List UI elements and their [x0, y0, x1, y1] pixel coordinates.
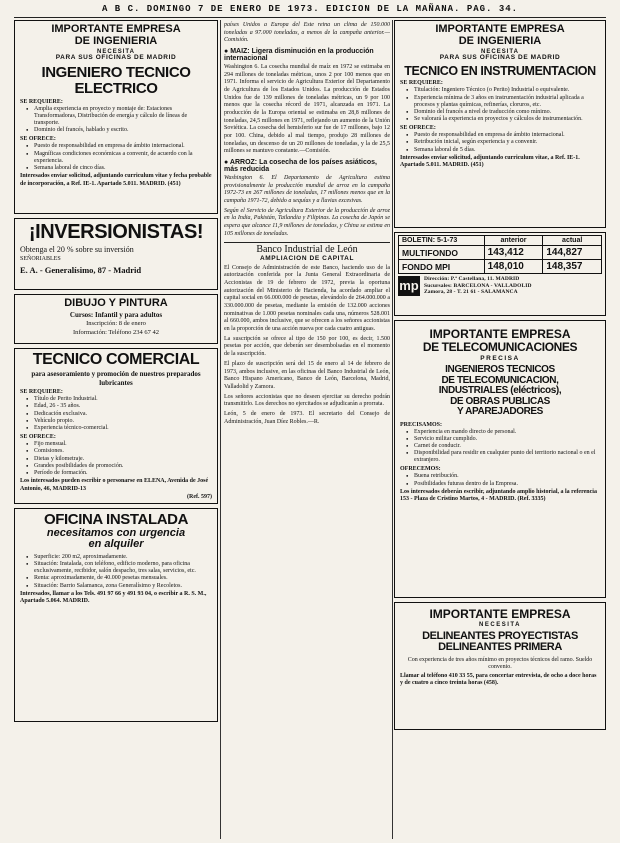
article-headline-maiz: ● MAIZ: Ligera disminución en la producción internacional [224, 48, 374, 63]
address-line: Sucursales: BARCELONA - VALLADOLID [424, 282, 532, 289]
list-item: ● Titulación: Ingeniero Técnico (o Perito) Industrial o equivalente. [408, 87, 600, 94]
left-column [14, 20, 218, 841]
fund-value-now: 144,827 [543, 246, 602, 260]
ad-title: IMPORTANTE EMPRESA [429, 607, 571, 621]
article-headline-arroz: ● ARROZ: La cosecha de los países asiáticos, más reducida [224, 159, 377, 174]
list-item: ● Posibilidades futuras dentro de la Empresa. [408, 481, 600, 488]
article-continuation: países Unidos a Europa del Este reina un clima de 150.000 toneladas a 97.000 toneladas, a menos de la campaña anterior.—Comisión. [224, 22, 390, 44]
fund-value-prev: 143,412 [484, 246, 543, 260]
list-item: ● Puesto de responsabilidad en empresa de ámbito internacional. [408, 132, 600, 139]
ad-line: Información: Teléfono 234 67 42 [72, 329, 160, 337]
requirements-list [408, 429, 600, 465]
ad-footer: Llamar al teléfono 410 33 55, para concertar entrevista, de ocho a doce horas y de cuatro a cinco treinta horas (458). [400, 672, 597, 687]
ad-body: Con experiencia de tres años mínimo en proyectos técnicos del ramo. Sueldo convenio. [407, 656, 593, 671]
ad-line: E. A. - Generalísimo, 87 - Madrid [20, 264, 142, 275]
fund-value-now: 148,357 [543, 260, 602, 274]
column-divider-left [220, 20, 221, 839]
ad-role: ELECTRICO [74, 79, 158, 97]
offers-list [28, 441, 212, 477]
ad-title: DE INGENIERIA [74, 34, 158, 47]
office-features-list [28, 554, 212, 590]
ad-title: TECNICO COMERCIAL [32, 351, 200, 368]
list-item: ● Semana laboral de 5 días. [408, 147, 600, 154]
address-line: Dirección: P.ª Castellana, 11. MADRID [424, 276, 520, 283]
ad-line: SEÑORIABLES [20, 256, 61, 262]
ad-subtitle: necesitamos con urgencia [46, 526, 186, 539]
ad-inversionistas [14, 218, 218, 290]
ad-footer: Los interesados deberán escribir, adjuntando amplio historial, a la referencia 153 - Plaza de Cristino Martos, 4 - MADRID. (Ref. 3335) [400, 488, 597, 503]
ad-oficina-instalada [14, 508, 218, 722]
list-item: ● Dominio del francés a nivel de traducción como mínimo. [408, 109, 600, 116]
fund-col-now: actual [543, 236, 602, 246]
ad-necesita: NECESITA [479, 621, 521, 628]
ad-role: DELINEANTES PROYECTISTAS [422, 629, 578, 642]
list-item: ● Superficie: 200 m2, aproximadamente. [28, 554, 212, 561]
list-item: ● Experiencia en mando directo de personal. [408, 429, 600, 436]
offers-label: SE OFRECE: [20, 136, 56, 143]
ad-tecnico-instrumentacion [394, 20, 606, 228]
ad-role: DELINEANTES PRIMERA [438, 641, 562, 654]
ad-title: DE TELECOMUNICACIONES [422, 339, 578, 354]
header-rule [14, 17, 606, 18]
ad-footer: Interesados, llamar a los Tels. 491 97 66 y 491 93 04, o escribir a R. S. M., Apartado 5.064. MADRID. [20, 590, 207, 605]
list-item: ● Puesto de responsabilidad en empresa de ámbito internacional. [28, 143, 212, 150]
requirements-list [28, 396, 212, 432]
ad-para: PARA SUS OFICINAS DE MADRID [55, 54, 177, 62]
column-divider-right [392, 20, 393, 839]
ad-title: IMPORTANTE EMPRESA [429, 327, 571, 341]
ad-footer: Los interesados pueden escribir o personarse en ELENA, Avenida de José Antonio, 46, MADRID-13 [20, 478, 209, 492]
list-item: ● Dominio del francés, hablado y escrito. [28, 127, 212, 134]
ad-role: DE TELECOMUNICACION, [441, 374, 559, 386]
list-item: ● Situación: Barrio Salamanca, zona Generalísimo y Recoletos. [28, 583, 212, 590]
article-signature: León, 5 de enero de 1973. El secretario del Consejo de Administración, Juan Díez Robles.—R. [224, 410, 390, 425]
list-item: ● Fijo mensual. [28, 441, 212, 448]
ad-title: ¡INVERSIONISTAS! [28, 221, 204, 243]
requirements-label: SE REQUIERE: [20, 389, 63, 396]
offers-label: SE OFRECE: [20, 434, 56, 441]
article-paragraph: La suscripción se ofrece al tipo de 150 por 100, es decir, 1.500 pesetas por acción, que deberán ser desembolsadas en el momento de la suscripción. [224, 335, 390, 358]
fund-date: BOLETIN: 5-1-73 [399, 236, 485, 246]
list-item: ● Edad, 26 - 35 años. [28, 403, 212, 410]
divider [224, 242, 390, 243]
list-item: ● Renta: aproximadamente, de 40.000 pesetas mensuales. [28, 575, 212, 582]
offers-list [408, 473, 600, 487]
ad-footer: Interesados enviar solicitud, adjuntando curriculum vitae y fecha probable de incorporación, a Ref. IE-1. Apartado 5.011. MADRID. (451) [20, 173, 212, 187]
offers-label: OFRECEMOS: [400, 466, 441, 473]
fund-name: FONDO MPI [399, 260, 485, 274]
ad-line: Obtenga el 20 % sobre su inversión [20, 245, 134, 254]
ad-footer: Interesados enviar solicitud, adjuntando curriculum vitae, a Ref. IE-1. Apartado 5.011. MADRID. (451) [400, 154, 580, 169]
ad-role: TECNICO EN INSTRUMENTACION [404, 64, 596, 79]
list-item: ● Servicio militar cumplido. [408, 436, 600, 443]
headline-text: ARROZ: La cosecha de los países asiáticos, más reducida [224, 159, 377, 174]
list-item: ● Comisiones. [28, 448, 212, 455]
ad-role: INGENIERO TECNICO [41, 64, 191, 82]
list-item: ● Vehículo propio. [28, 418, 212, 425]
ad-role: DE OBRAS PUBLICAS [450, 395, 550, 407]
ad-line: Inscripción: 8 de enero [86, 320, 146, 328]
requirements-list [408, 87, 600, 123]
offers-list [28, 143, 212, 172]
ad-role: INGENIEROS TECNICOS [445, 364, 555, 375]
list-item: ● Retribución inicial, según experiencia y a convenir. [408, 139, 600, 146]
list-item: ● Disponibilidad para residir en cualquier punto del territorio nacional o en el extranjero. [408, 450, 600, 464]
ad-title: IMPORTANTE EMPRESA [51, 23, 181, 35]
ad-ingeniero-electrico [14, 20, 218, 214]
list-item: ● Período de formación. [28, 470, 212, 477]
ad-title: DE INGENIERIA [458, 34, 542, 47]
article-body-arroz: Según el Servicio de Agricultura Exterior de la producción de arroz en la India, Pakistán, Tailandia y Filipinas. La cosecha de Japón se espera que alcance 11,9 millones de toneladas, y China se estima en 105 millones de toneladas. [224, 207, 390, 237]
list-item: ● Buena retribución. [408, 473, 600, 480]
right-column [394, 20, 606, 841]
ad-delineantes [394, 602, 606, 730]
list-item: ● Dietas y kilometraje. [28, 456, 212, 463]
ad-precisa: PRECISA [480, 355, 520, 363]
ad-title: OFICINA INSTALADA [43, 511, 189, 528]
ad-subtitle: en alquiler [88, 538, 144, 551]
list-item: ● Carnet de conducir. [408, 443, 600, 450]
article-paragraph: El Consejo de Administración de este Banco, haciendo uso de la autorización conferida por la Junta General Extraordinaria de Accionistas de 19 de febrero de 1972, previa la oportuna autorización del Ministerio de Hacienda, ha acordado ampliar el capital social en 66.000.000 de pesetas, elevándolo de 264.000.000 a 330.000.000 de pesetas, mediante la emisión de 132.000 acciones nominativas de 1.000 pesetas nominales cada una, números 528.001 al 660.000, ambos inclusive, que se ofrecen a los señores accionistas en la proporción de una acción nueva por cada cuatro antiguas. [224, 264, 390, 333]
ad-tecnico-comercial [14, 348, 218, 504]
ad-fondo-inversion [394, 232, 606, 316]
ad-para: PARA SUS OFICINAS DE MADRID [439, 54, 561, 62]
address-line: Zamora, 28 - T. 21 61 - SALAMANCA [424, 289, 518, 296]
article-title-banco: Banco Industrial de León [256, 244, 358, 256]
list-item: ● Semana laboral de cinco días. [28, 165, 212, 172]
ad-telecomunicaciones [394, 320, 606, 598]
list-item: ● Experiencia técnico-comercial. [28, 425, 212, 432]
fund-name: MULTIFONDO [399, 246, 485, 260]
requirements-label: PRECISAMOS: [400, 421, 443, 428]
list-item: ● Dedicación exclusiva. [28, 411, 212, 418]
article-paragraph: Los señores accionistas que no deseen ejercitar su derecho podrán transmitirlo. Los derechos no ejercitados se adjudicarán a prorrata. [224, 393, 390, 408]
fund-address [424, 276, 532, 296]
offers-list [408, 132, 600, 154]
article-paragraph: El plazo de suscripción será del 15 de enero al 14 de febrero de 1973, ambos inclusive, en las oficinas del Banco Industrial de León, Banco Hispano Americano, Banco de León, Barcelona, Madrid, Valladolid y Zamora. [224, 360, 390, 390]
list-item: ● Título de Perito Industrial. [28, 396, 212, 403]
ad-line: Cursos: Infantil y para adultos [69, 310, 163, 319]
page-header: A B C. DOMINGO 7 DE ENERO DE 1973. EDICION DE LA MAÑANA. PAG. 34. [101, 4, 519, 14]
ad-ref: (Ref. 597) [187, 494, 212, 501]
list-item: ● Se valorará la experiencia en proyectos y cálculos de instrumentación. [408, 116, 600, 123]
ad-dibujo-pintura [14, 294, 218, 344]
article-body-maiz: Washington 6. La cosecha mundial de maíz en 1972 se estimaba en 294 millones de toneladas métricas, unos 2 por 100 menos que en 1971. Informa el servicio de Agricultura Exterior del Departamento de Agricultura de los Estados Unidos. La producción de Estados Unidos fue de 139 millones de toneladas métricas, un 9 por 100 menos que la cosecha récord de 1971, alcanzada en 1971. La producción de la Europa oriental se estimaba en 28,8 millones de toneladas, 24,5 millones en 1971, reflejando un aumento de la Unión Soviética. La cosecha del hemisferio sur fue de 17 millones, bajo 12 por 100. China, debido al mal tiempo, produjo 28 millones de toneladas, un descenso de un 20 millones de toneladas, y la de 25,5 millones se mantuvo constante.—Comisión. [224, 64, 390, 155]
ad-title: DIBUJO Y PINTURA [64, 297, 168, 309]
fund-col-prev: anterior [484, 236, 543, 246]
ad-role: Y APAREJADORES [457, 406, 543, 417]
fund-table [398, 235, 602, 274]
offers-label: SE OFRECE: [400, 125, 436, 132]
ad-necesita: NECESITA [481, 49, 519, 56]
list-item: ● Experiencia mínima de 3 años en instrumentación industrial aplicada a procesos y plantas químicas, refinerías, cloruros, etc. [408, 95, 600, 109]
requirements-label: SE REQUIERE: [20, 98, 63, 105]
list-item: ● Grandes posibilidades de promoción. [28, 463, 212, 470]
ad-title: IMPORTANTE EMPRESA [435, 23, 565, 35]
fund-value-prev: 148,010 [484, 260, 543, 274]
requirements-label: SE REQUIERE: [400, 80, 443, 87]
headline-text: MAIZ: Ligera disminución en la producción internacional [224, 48, 374, 63]
list-item: ● Situación: Instalada, con teléfono, edificio moderno, para oficina exclusivamente, recibidor, salón despacho, tres salas, servicios, etc. [28, 561, 212, 575]
fund-logo: mp [398, 276, 420, 296]
list-item: ● Magníficas condiciones económicas a convenir, de acuerdo con la experiencia. [28, 151, 212, 165]
article-body-arroz: Washington 6. El Departamento de Agricultura estima provisionalmente la producción mundial de arroz en la campaña 1972-73 en 267 millones de toneladas, 17 millones menos que en la campaña 1971-72, debido a sequías y a lluvias excesivas. [224, 175, 390, 205]
ad-role: INDUSTRIALES (eléctricos), [438, 385, 562, 396]
middle-column [224, 20, 390, 841]
list-item: ● Amplia experiencia en proyecto y montaje de: Estaciones Transformadoras, Distribución de energía y cálculo de líneas de transporte. [28, 106, 212, 128]
fund-footer [398, 276, 602, 296]
requirements-list [28, 106, 212, 135]
article-subtitle-banco: AMPLIACION DE CAPITAL [259, 254, 355, 262]
ad-necesita: NECESITA [97, 49, 135, 56]
ad-intro: para asesoramiento y promoción de nuestros preparados lubricantes [31, 369, 201, 387]
